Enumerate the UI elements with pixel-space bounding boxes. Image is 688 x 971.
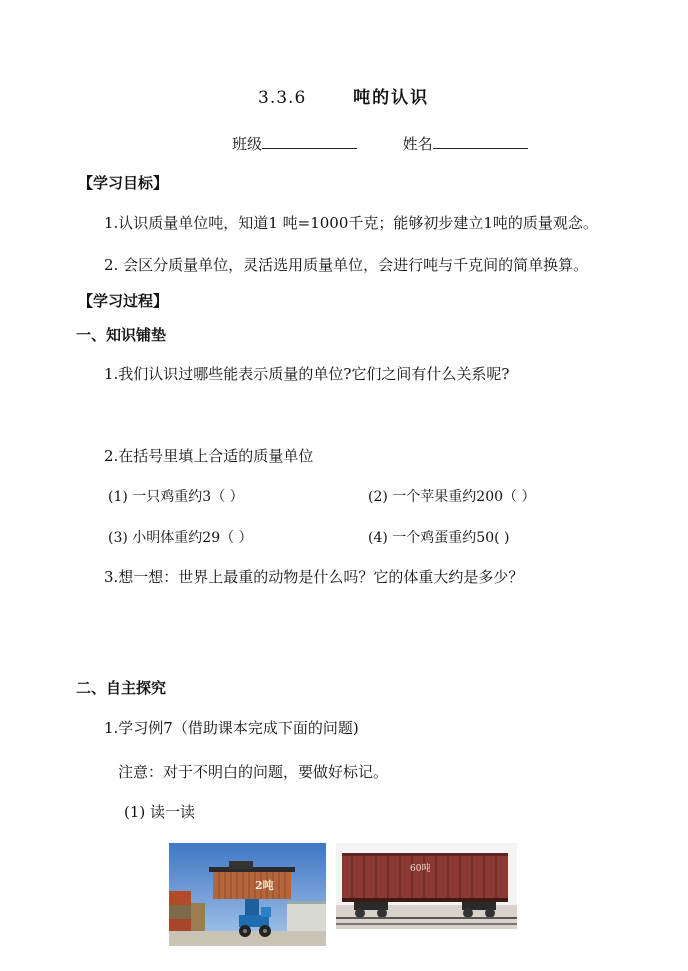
- fill-item-1: (1) 一只鸡重约3（ ）: [108, 489, 244, 505]
- section1-heading: 一、知识铺垫: [76, 326, 167, 344]
- lesson-number: 3.3.6: [258, 88, 307, 108]
- page-title: [258, 88, 429, 108]
- process-heading: 【学习过程】: [78, 292, 169, 310]
- goal-item-1: 1.认识质量单位吨，知道1 吨=1000千克；能够初步建立1吨的质量观念。: [104, 214, 598, 232]
- lesson-name: 吨的认识: [353, 88, 430, 108]
- rail-wagon-photo: [336, 843, 517, 929]
- fill-item-2: (2) 一个苹果重约200（ ）: [368, 489, 536, 505]
- section2-question-1: 1.学习例7（借助课本完成下面的问题): [104, 719, 359, 737]
- section2-heading: 二、自主探究: [76, 679, 167, 697]
- class-label: 班级: [232, 135, 263, 153]
- container-lifter-illustration: [169, 843, 326, 946]
- section2-sub-1: (1) 读一读: [124, 803, 196, 821]
- fill-item-3: (3) 小明体重约29（ ）: [108, 530, 253, 546]
- wagon-weight-label: 60吨: [410, 864, 431, 874]
- student-info-line: [232, 133, 528, 154]
- fill-item-4: (4) 一个鸡蛋重约50( ): [368, 530, 510, 546]
- name-blank[interactable]: [433, 133, 528, 149]
- section1-question-1: 1.我们认识过哪些能表示质量的单位?它们之间有什么关系呢?: [104, 365, 510, 383]
- section2-note: 注意：对于不明白的问题，要做好标记。: [118, 763, 389, 781]
- goals-heading: 【学习目标】: [78, 174, 169, 192]
- container-lifter-photo: [169, 843, 326, 946]
- section1-question-3: 3.想一想：世界上最重的动物是什么吗？它的体重大约是多少？: [104, 568, 524, 586]
- name-label: 姓名: [402, 135, 433, 153]
- class-blank[interactable]: [262, 133, 357, 149]
- goal-item-2: 2. 会区分质量单位，灵活选用质量单位，会进行吨与千克间的简单换算。: [104, 256, 589, 274]
- section1-question-2: 2.在括号里填上合适的质量单位: [104, 447, 314, 465]
- rail-wagon-illustration: [336, 843, 517, 929]
- container-weight-label: 2吨: [255, 879, 274, 892]
